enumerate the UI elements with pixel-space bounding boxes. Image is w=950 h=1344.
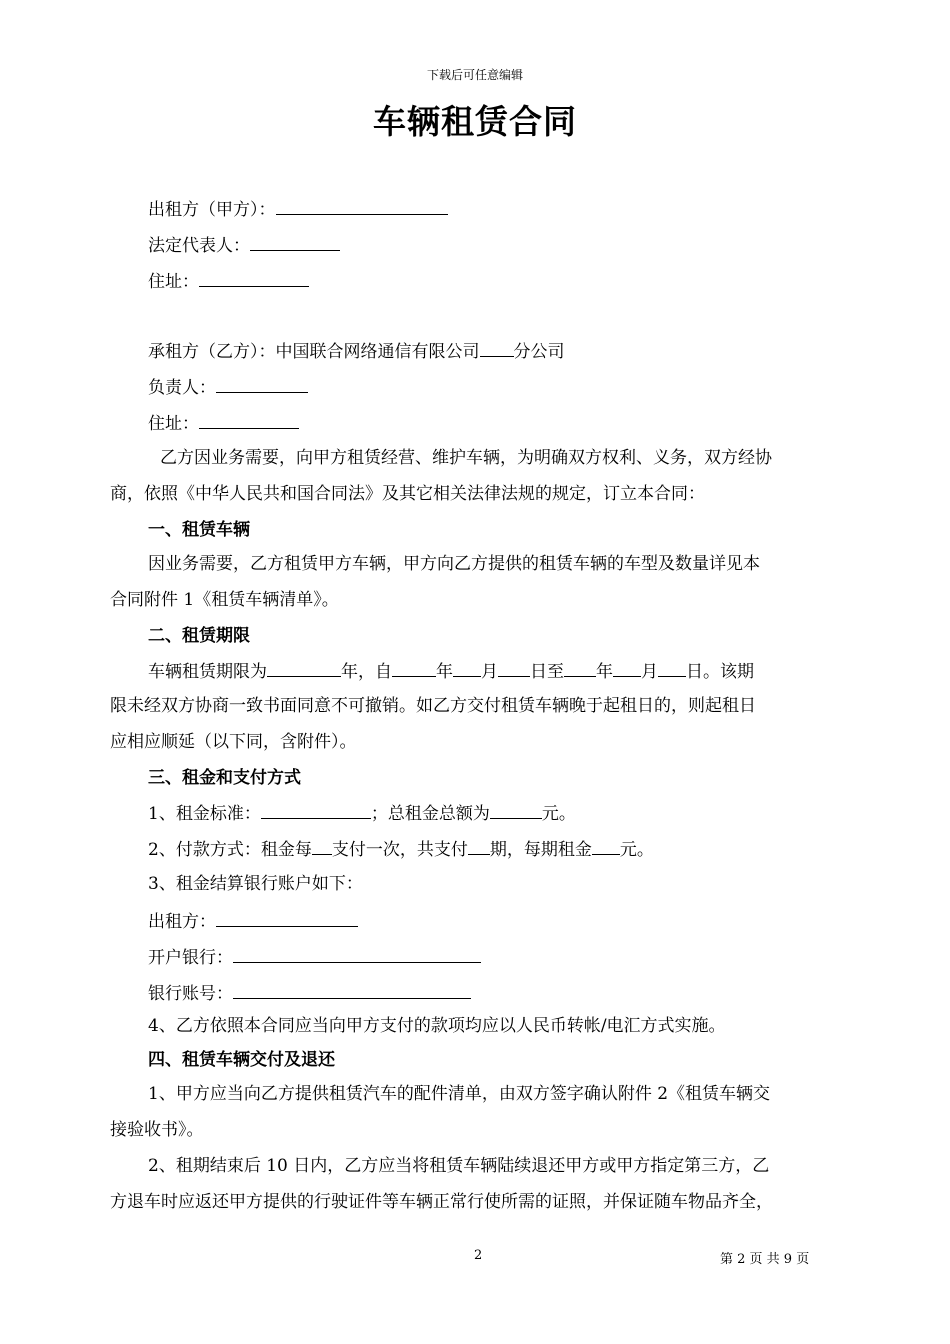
footer-page-of: 第 2 页 共 9 页 [720,1252,810,1267]
lessor-addr-blank [199,268,309,287]
term-text-4: 月 [481,662,498,682]
account-label: 银行账号： [148,984,233,1004]
payment-amount-blank [592,836,620,855]
lessee-rep-blank [216,374,308,393]
contract-title: 车辆租赁合同 [373,102,577,141]
account-blank [233,980,471,999]
term-text-6: 年 [596,662,613,682]
rent-total-unit: 元。 [541,804,576,824]
section-3-heading: 三、租金和支付方式 [148,768,301,788]
term-text-1: 车辆租赁期限为 [148,662,267,682]
header-note: 下载后可任意编辑 [426,68,523,82]
payment-count-blank [468,836,490,855]
payment-period-blank [312,836,332,855]
term-text-3: 年 [436,662,453,682]
payment-amount-unit: 元。 [619,840,654,860]
term-text-2: 年，自 [341,662,392,682]
section-2-line-1 [148,658,754,684]
bank-line [148,944,481,970]
end-day-blank [658,658,686,677]
lessee-addr-blank [199,410,299,429]
section-1-line-2: 合同附件 1《租赁车辆清单》。 [110,590,339,610]
lessor-blank [276,196,448,215]
section-4-item-1-line-1: 1、甲方应当向乙方提供租赁汽车的配件清单，由双方签字确认附件 2《租赁车辆交 [148,1084,771,1104]
lessor-addr-label: 住址： [148,272,199,292]
rent-total-blank [490,800,542,819]
section-1-heading: 一、租赁车辆 [148,520,250,540]
payment-count-label: 支付一次，共支付 [331,840,468,860]
lessee-addr-line [148,410,299,436]
lessee-addr-label: 住址： [148,414,199,434]
payee-line [148,908,358,934]
term-text-8: 日。该期 [686,662,754,682]
bank-label: 开户银行： [148,948,233,968]
payee-label: 出租方： [148,912,216,932]
bank-blank [233,944,481,963]
payment-amount-label: 期，每期租金 [489,840,592,860]
account-line [148,980,471,1006]
lessor-addr-line [148,268,309,294]
lessor-label: 出租方（甲方）： [148,200,276,220]
lessor-rep-label: 法定代表人： [148,236,250,256]
payment-currency-line: 4、乙方依照本合同应当向甲方支付的款项均应以人民币转帐/电汇方式实施。 [148,1016,726,1036]
lessee-branch: 分公司 [513,342,565,362]
rent-standard-line [148,800,576,826]
payee-blank [216,908,358,927]
footer-page-number: 2 [474,1248,483,1263]
payment-method-line [148,836,654,862]
start-year-blank [392,658,436,677]
rent-standard-label: 1、租金标准： [148,804,261,824]
lessee-company: 中国联合网络通信有限公司 [275,342,480,362]
start-month-blank [453,658,481,677]
lessee-rep-label: 负责人： [148,378,216,398]
rent-standard-blank [261,800,371,819]
lessee-branch-blank [480,338,514,357]
lessor-rep-line [148,232,340,258]
lessor-line [148,196,448,222]
section-2-heading: 二、租赁期限 [148,626,250,646]
section-4-item-2-line-2: 方退车时应返还甲方提供的行驶证件等车辆正常行使所需的证照，并保证随车物品齐全， [110,1192,773,1212]
end-year-blank [564,658,596,677]
lessor-rep-blank [250,232,340,251]
end-month-blank [613,658,641,677]
start-day-blank [498,658,530,677]
intro-line-2: 商，依照《中华人民共和国合同法》及其它相关法律法规的规定，订立本合同： [110,484,705,504]
section-2-line-3: 应相应顺延（以下同，含附件）。 [110,732,357,752]
section-2-line-2: 限未经双方协商一致书面同意不可撤销。如乙方交付租赁车辆晚于起租日的，则起租日 [110,696,756,716]
lessee-rep-line [148,374,308,400]
bank-account-intro: 3、租金结算银行账户如下： [148,874,363,894]
term-text-7: 月 [641,662,658,682]
section-1-line-1: 因业务需要，乙方租赁甲方车辆，甲方向乙方提供的租赁车辆的车型及数量详见本 [148,554,760,574]
lessee-label: 承租方（乙方）： [148,342,276,362]
rent-total-label: ；总租金总额为 [370,804,490,824]
section-4-heading: 四、租赁车辆交付及退还 [148,1050,335,1070]
section-4-item-1-line-2: 接验收书》。 [110,1120,204,1140]
intro-line-1: 乙方因业务需要，向甲方租赁经营、维护车辆，为明确双方权利、义务，双方经协 [160,448,772,468]
payment-every-label: 2、付款方式：租金每 [148,840,312,860]
section-4-item-2-line-1: 2、租期结束后 10 日内，乙方应当将租赁车辆陆续退还甲方或甲方指定第三方，乙 [148,1156,770,1176]
term-years-blank [267,658,341,677]
lessee-line [148,338,565,364]
term-text-5: 日至 [530,662,564,682]
